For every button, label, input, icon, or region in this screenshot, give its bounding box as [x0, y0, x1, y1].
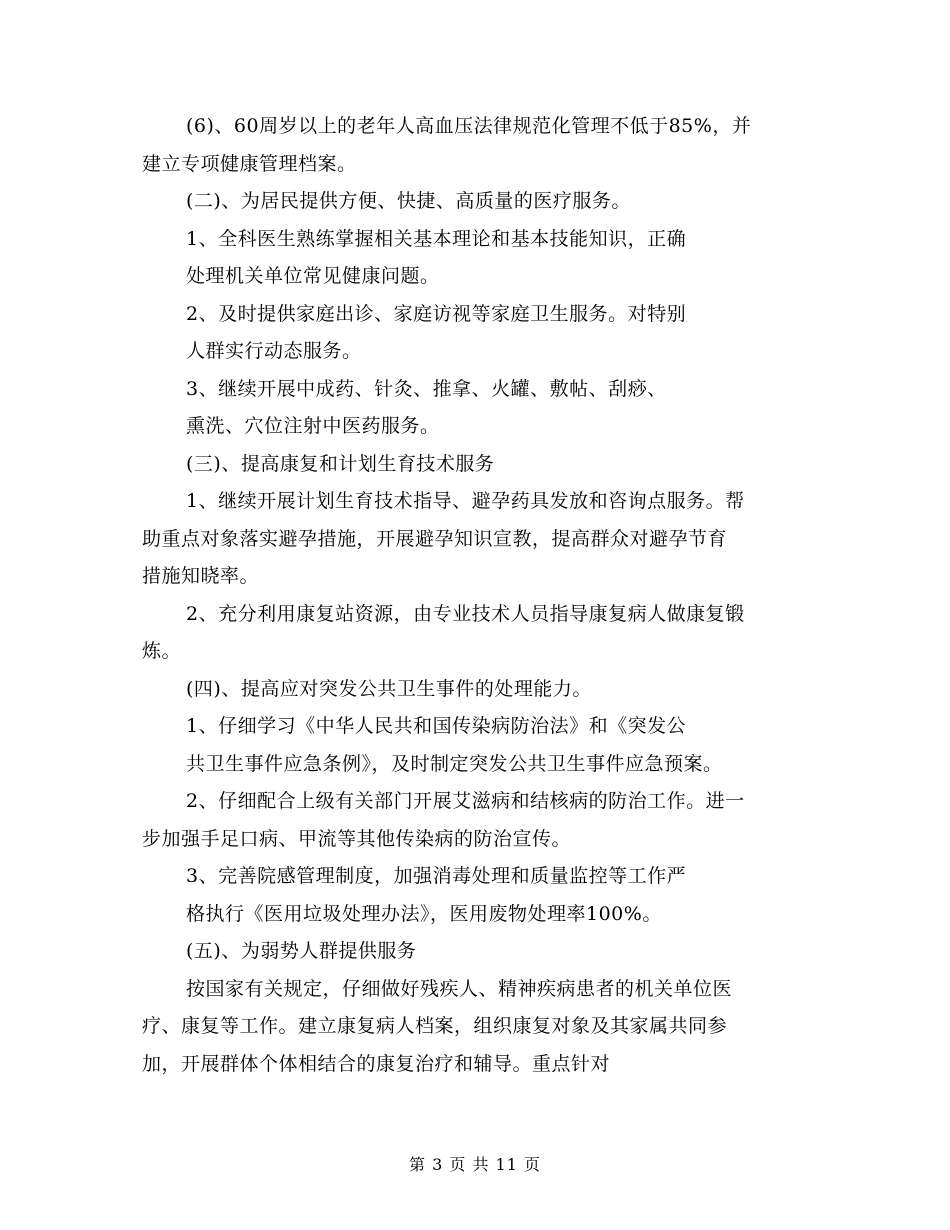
text-line: 3、继续开展中成药、针灸、推拿、火罐、敷帖、刮痧、 [186, 377, 667, 400]
text-line: 措施知晓率。 [142, 565, 260, 587]
text-line: (三)、提高康复和计划生育技术服务 [186, 452, 495, 475]
text-line: (6)、60周岁以上的老年人高血压法律规范化管理不低于85%，并 [186, 115, 752, 137]
text-line: 助重点对象落实避孕措施，开展避孕知识宣教，提高群众对避孕节育 [142, 527, 728, 550]
text-line: 1、仔细学习《中华人民共和国传染病防治法》和《突发公 [186, 715, 687, 737]
text-line: 3、完善院感管理制度，加强消毒处理和质量监控等工作严 [186, 865, 687, 887]
text-line: 2、仔细配合上级有关部门开展艾滋病和结核病的防治工作。进一 [186, 790, 745, 812]
text-line: 疗、康复等工作。建立康复病人档案，组织康复对象及其家属共同参 [142, 1015, 728, 1037]
text-line: 格执行《医用垃圾处理办法》，医用废物处理率100%。 [186, 902, 662, 925]
document-body [142, 108, 812, 1083]
text-line: 共卫生事件应急条例》，及时制定突发公共卫生事件应急预案。 [186, 752, 723, 775]
text-line: 熏洗、穴位注射中医药服务。 [186, 415, 440, 437]
text-line: (二)、为居民提供方便、快捷、高质量的医疗服务。 [186, 190, 631, 212]
text-line: 按国家有关规定，仔细做好残疾人、精神疾病患者的机关单位医 [186, 977, 733, 1000]
text-line: 建立专项健康管理档案。 [142, 152, 357, 175]
text-line: 炼。 [142, 640, 182, 662]
text-line: 处理机关单位常见健康问题。 [186, 265, 440, 287]
text-line: 2、及时提供家庭出诊、家庭访视等家庭卫生服务。对特别 [186, 302, 687, 325]
text-line: 1、继续开展计划生育技术指导、避孕药具发放和咨询点服务。帮 [186, 490, 745, 512]
text-line: (五)、为弱势人群提供服务 [186, 940, 417, 962]
text-line: 1、全科医生熟练掌握相关基本理论和基本技能知识，正确 [186, 227, 687, 250]
text-line: 步加强手足口病、甲流等其他传染病的防治宣传。 [142, 827, 572, 850]
text-line: 2、充分利用康复站资源，由专业技术人员指导康复病人做康复锻 [186, 602, 745, 625]
text-line: (四)、提高应对突发公共卫生事件的处理能力。 [186, 677, 592, 700]
text-line: 加，开展群体个体相结合的康复治疗和辅导。重点针对 [142, 1052, 611, 1075]
text-line: 人群实行动态服务。 [186, 340, 362, 362]
page-footer: 第 3 页 共 11 页 [409, 1155, 541, 1174]
